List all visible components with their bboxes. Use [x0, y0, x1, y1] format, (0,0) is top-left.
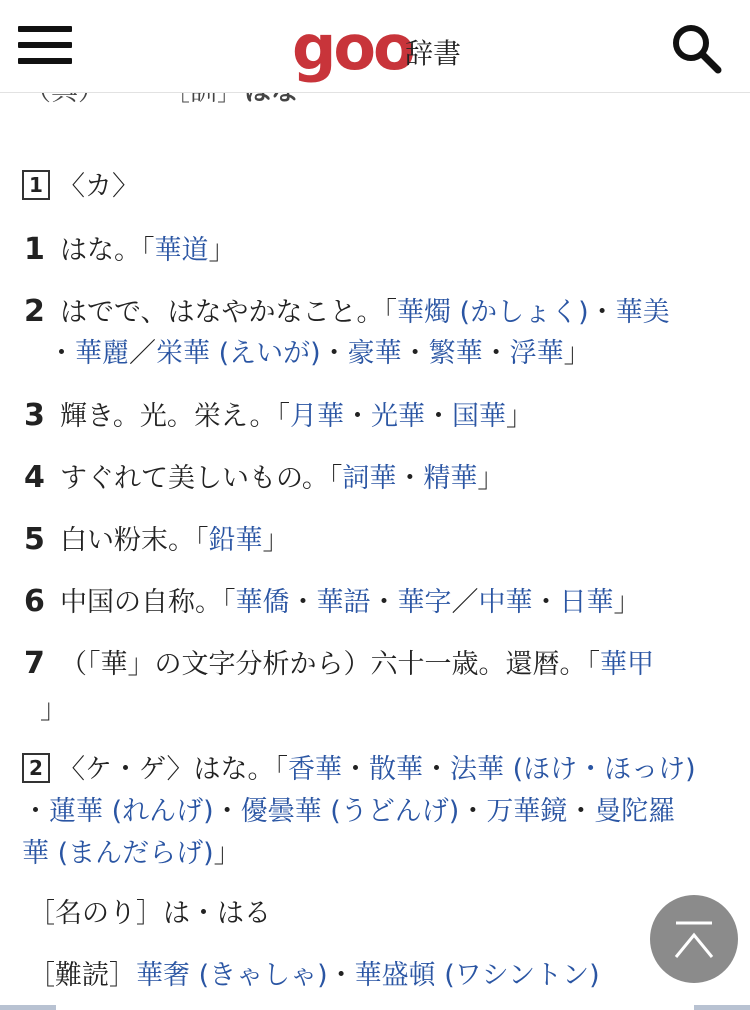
link-sange[interactable]: 散華 — [369, 754, 424, 785]
separator: ・ — [370, 587, 398, 618]
sense-5 — [24, 520, 290, 561]
nandoku-line — [28, 956, 600, 996]
link-kabi[interactable]: 華美 — [615, 297, 670, 328]
bottom-bar-right — [694, 1005, 750, 1010]
link-mandara[interactable]: 曼陀羅 — [594, 796, 676, 827]
link-kakyo[interactable]: 華僑 — [235, 587, 290, 618]
quote-close: 」 — [208, 235, 236, 266]
quote-close: 」 — [40, 694, 67, 725]
section-2-cont-2 — [22, 834, 241, 874]
sense-1 — [24, 230, 236, 271]
nanori-label: ［名のり］ — [28, 898, 163, 929]
link-kokka[interactable]: 国華 — [452, 401, 507, 432]
quote-close: 」 — [563, 338, 591, 369]
sense-text: （「華」の文字分析から）六十一歳。還暦。 — [60, 649, 587, 680]
section-2-title: 〈ケ・ゲ〉はな。 — [58, 754, 275, 785]
separator: ・ — [48, 338, 75, 369]
nanori-value: は・はる — [163, 898, 271, 929]
quote-close: 」 — [262, 525, 290, 556]
section-1-box: 1 — [22, 170, 50, 200]
link-koge[interactable]: 香華 — [288, 754, 343, 785]
section-1-heading — [22, 167, 139, 207]
separator: ・ — [327, 960, 355, 991]
search-icon[interactable] — [670, 22, 722, 74]
hamburger-menu-icon[interactable] — [18, 24, 74, 66]
scroll-to-top-icon — [650, 895, 738, 983]
separator: ・ — [289, 587, 317, 618]
scroll-to-top-button[interactable] — [650, 895, 738, 983]
sense-text: 中国の自称。 — [60, 587, 222, 618]
sense-text: はでで、はなやかなこと。 — [60, 297, 384, 328]
quote-close: 」 — [213, 838, 241, 869]
sense-4 — [24, 458, 504, 499]
separator: ・ — [482, 338, 510, 369]
link-chuka[interactable]: 中華 — [478, 587, 533, 618]
sense-number: 5 — [24, 522, 45, 557]
quote-open: 「 — [195, 525, 209, 556]
link-gekka[interactable]: 月華 — [290, 401, 345, 432]
sense-text: はな。 — [60, 235, 141, 266]
sense-7 — [24, 644, 654, 685]
quote-open: 「 — [586, 649, 600, 680]
link-renge[interactable]: 蓮華 (れんげ) — [49, 796, 214, 827]
separator: ・ — [342, 754, 370, 785]
quote-open: 「 — [222, 587, 236, 618]
bottom-bar-left — [0, 1005, 56, 1010]
link-fuka[interactable]: 浮華 — [509, 338, 564, 369]
separator: ・ — [425, 401, 453, 432]
link-udonge[interactable]: 優曇華 (うどんげ) — [240, 796, 460, 827]
sense-number: 3 — [24, 398, 45, 433]
link-kago[interactable]: 華語 — [316, 587, 371, 618]
separator: ・ — [567, 796, 595, 827]
separator: ・ — [22, 796, 49, 827]
quote-open: 「 — [141, 235, 155, 266]
link-eiga[interactable]: 栄華 (えいが) — [156, 338, 321, 369]
separator: ・ — [459, 796, 487, 827]
separator: ・ — [213, 796, 241, 827]
quote-close: 」 — [613, 587, 641, 618]
logo-text: goo — [292, 11, 413, 84]
sense-number: 4 — [24, 460, 45, 495]
link-hoke[interactable]: 法華 (ほけ・ほっけ) — [450, 754, 696, 785]
separator: ／ — [129, 338, 156, 369]
logo-sub: 辞書 — [405, 37, 462, 70]
link-kado[interactable]: 華道 — [154, 235, 209, 266]
separator: ・ — [396, 463, 424, 494]
sense-2-cont — [48, 334, 591, 374]
nandoku-label: ［難読］ — [28, 960, 136, 991]
link-kako[interactable]: 華甲 — [600, 649, 654, 680]
link-kyasha[interactable]: 華奢 (きゃしゃ) — [136, 960, 328, 991]
separator: ・ — [588, 297, 616, 328]
link-seika[interactable]: 精華 — [423, 463, 478, 494]
link-koka[interactable]: 光華 — [371, 401, 426, 432]
app-header — [0, 0, 750, 93]
link-enka[interactable]: 鉛華 — [208, 525, 263, 556]
separator: ／ — [451, 587, 479, 618]
quote-open: 「 — [276, 401, 291, 432]
section-2-cont — [22, 792, 675, 832]
link-mandarage[interactable]: 華 (まんだらげ) — [22, 838, 214, 869]
sense-3 — [24, 396, 533, 437]
sense-number: 2 — [24, 294, 45, 329]
link-kaji[interactable]: 華字 — [397, 587, 452, 618]
link-goka[interactable]: 豪華 — [347, 338, 402, 369]
separator: ・ — [532, 587, 560, 618]
sense-text: 輝き。光。栄え。 — [60, 401, 277, 432]
sense-number: 1 — [24, 232, 45, 267]
separator: ・ — [423, 754, 451, 785]
section-2-heading — [22, 750, 696, 790]
separator: ・ — [344, 401, 372, 432]
section-2-box: 2 — [22, 753, 50, 783]
quote-open: 「 — [274, 754, 289, 785]
section-1-title: 〈カ〉 — [58, 171, 139, 202]
quote-open: 「 — [328, 463, 343, 494]
link-kashoku[interactable]: 華燭 (かしょく) — [396, 297, 589, 328]
sense-6 — [24, 582, 641, 623]
quote-close: 」 — [477, 463, 505, 494]
separator: ・ — [401, 338, 429, 369]
link-washinton[interactable]: 華盛頓 (ワシントン) — [354, 960, 600, 991]
link-shika[interactable]: 詞華 — [342, 463, 397, 494]
quote-close: 」 — [506, 401, 534, 432]
link-karei[interactable]: 華麗 — [75, 338, 129, 369]
separator: ・ — [320, 338, 348, 369]
sense-text: すぐれて美しいもの。 — [60, 463, 329, 494]
link-mangekyo[interactable]: 万華鏡 — [486, 796, 568, 827]
sense-text: 白い粉末。 — [60, 525, 195, 556]
nanori-line — [28, 894, 271, 934]
link-hanka[interactable]: 繁華 — [428, 338, 483, 369]
sense-number: 7 — [24, 646, 45, 681]
link-nikka[interactable]: 日華 — [559, 587, 614, 618]
sense-2 — [24, 292, 670, 333]
sense-7-cont — [40, 690, 67, 730]
quote-open: 「 — [383, 297, 397, 328]
sense-number: 6 — [24, 584, 45, 619]
